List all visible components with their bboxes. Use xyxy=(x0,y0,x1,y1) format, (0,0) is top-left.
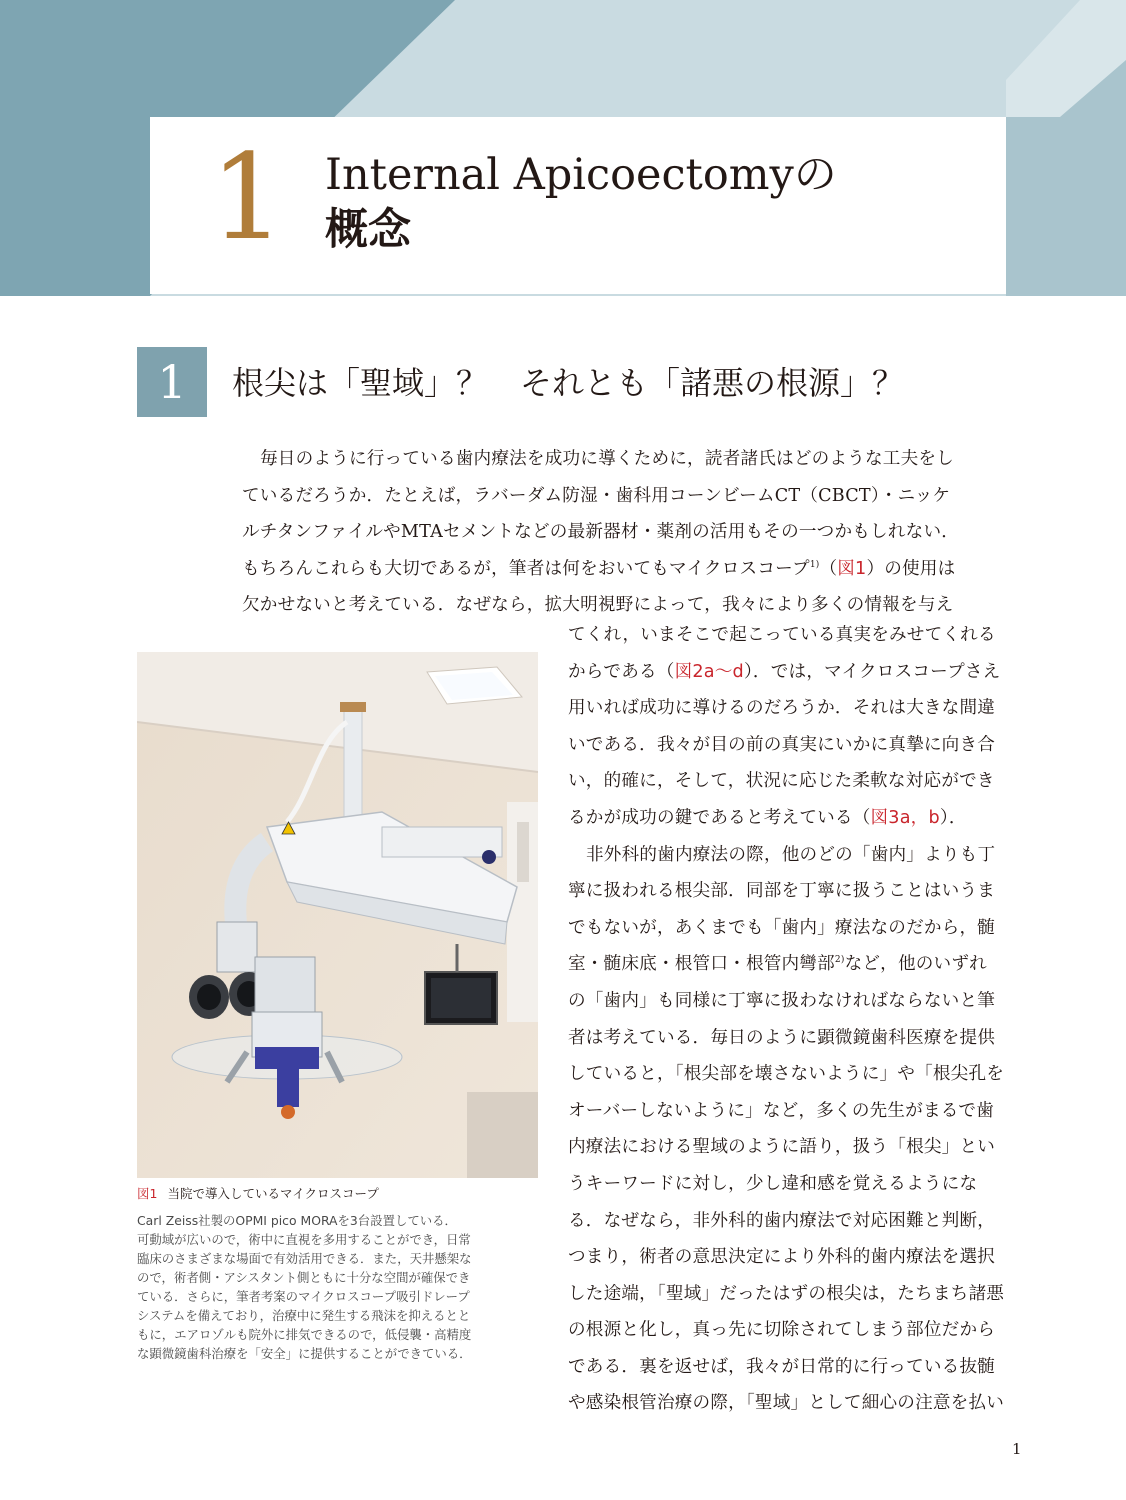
figure-reference-link[interactable]: 図1 xyxy=(837,558,867,579)
caption-line: もに，エアロゾルも院外に排気できるので，低侵襲・高精度 xyxy=(137,1327,472,1342)
paragraph-line: 者は考えている．毎日のように顕微鏡歯科医療を提供 xyxy=(568,1027,996,1048)
paragraph-line xyxy=(568,654,1028,691)
caption-line: 臨床のさまざまな場面で有効活用できる．また，天井懸架な xyxy=(137,1251,472,1266)
paragraph-line: る．なぜなら，非外科的歯内療法で対応困難と判断， xyxy=(568,1210,996,1231)
paragraph-text: もちろんこれらも大切であるが，筆者は何をおいてもマイクロスコープ xyxy=(242,558,810,579)
paragraph-line: いである．我々が目の前の真実にいかに真摯に向き合 xyxy=(568,734,996,755)
chapter-title-line1: Internal Apicoectomyの xyxy=(325,150,837,200)
intro-paragraph xyxy=(242,441,1028,624)
chapter-title-line2: 概念 xyxy=(325,205,411,255)
figure-caption-title xyxy=(137,1185,538,1203)
caption-line: システムを備えており，治療中に発生する飛沫を抑えるとと xyxy=(137,1308,471,1323)
microscope-photo xyxy=(137,652,538,1178)
section-number-badge: 1 xyxy=(137,347,207,417)
section-title: 根尖は「聖域」？ それとも「諸悪の根源」？ xyxy=(232,364,905,402)
chapter-number: 1 xyxy=(210,128,286,266)
paragraph-line xyxy=(568,946,1028,983)
paragraph-line: の「歯内」も同様に丁寧に扱わなければならないと筆 xyxy=(568,990,996,1011)
caption-line: ている．さらに，筆者考案のマイクロスコープ吸引ドレープ xyxy=(137,1289,470,1304)
paragraph-text: 室・髄床底・根管口・根管内彎部 xyxy=(568,954,835,975)
caption-line: ので，術者側・アシスタント側ともに十分な空間が確保でき xyxy=(137,1270,471,1285)
paragraph-line: でもないが，あくまでも「歯内」療法なのだから，髄 xyxy=(568,917,996,938)
paragraph-line: 用いれば成功に導けるのだろうか．それは大きな間違 xyxy=(568,698,996,719)
paragraph-line: した途端，「聖域」だったはずの根尖は，たちまち諸悪 xyxy=(568,1283,1005,1304)
figure-caption-body xyxy=(137,1211,540,1363)
figure-reference-link[interactable]: 図2a〜d xyxy=(674,661,744,682)
paragraph-line: つまり，術者の意思決定により外科的歯内療法を選択 xyxy=(568,1247,996,1268)
figure-reference-link[interactable]: 図3a，b xyxy=(870,807,940,828)
paragraph-text: るかが成功の鍵であると考えている（ xyxy=(568,807,871,828)
citation-superscript: 1) xyxy=(809,559,820,570)
paragraph-line: うキーワードに対し，少し違和感を覚えるようにな xyxy=(568,1173,978,1194)
paragraph-text: からである（ xyxy=(568,661,675,682)
paragraph-line: てくれ，いまそこで起こっている真実をみせてくれる xyxy=(568,625,996,645)
paragraph-text: ）． xyxy=(939,807,967,828)
paragraph-text: など，他のいずれ xyxy=(844,954,987,975)
chapter-title xyxy=(325,148,975,258)
paragraph-text: ）．では，マイクロスコープさえ xyxy=(743,661,1001,682)
paragraph-line xyxy=(242,551,1028,588)
page-number: 1 xyxy=(1012,1440,1022,1458)
paragraph-line: オーバーしないように」など，多くの先生がまるで歯 xyxy=(568,1100,994,1121)
paragraph-line: 欠かせないと考えている．なぜなら，拡大明視野によって，我々により多くの情報を与え xyxy=(242,595,954,615)
right-column-text xyxy=(568,617,1028,1422)
paragraph-line: ているだろうか．たとえば，ラバーダム防湿・歯科用コーンビームCT（CBCT）・ニッケ xyxy=(242,485,951,506)
paragraph-line: である．裏を返せば，我々が日常的に行っている抜髄 xyxy=(568,1356,996,1377)
paragraph-text: （ xyxy=(819,558,838,579)
paragraph-text: ）の使用は xyxy=(866,558,956,579)
paragraph-line: い，的確に，そして，状況に応じた柔軟な対応ができ xyxy=(568,771,995,792)
paragraph-line: 非外科的歯内療法の際，他のどの「歯内」よりも丁 xyxy=(586,844,996,865)
caption-line: Carl Zeiss社製のOPMI pico MORAを3台設置している． xyxy=(137,1213,457,1228)
caption-line: 可動域が広いので，術中に直視を多用することができ，日常 xyxy=(137,1232,471,1247)
paragraph-line: 毎日のように行っている歯内療法を成功に導くために，読者諸氏はどのような工夫をし xyxy=(260,449,954,469)
caption-line: な顕微鏡歯科治療を「安全」に提供することができている． xyxy=(137,1346,472,1361)
paragraph-line: 寧に扱われる根尖部．同部を丁寧に扱うことはいうま xyxy=(568,881,996,902)
figure-title: 当院で導入しているマイクロスコープ xyxy=(167,1186,379,1201)
paragraph-line xyxy=(568,800,1028,837)
citation-superscript: 2) xyxy=(834,955,845,966)
paragraph-line: ルチタンファイルやMTAセメントなどの最新器材・薬剤の活用もその一つかもしれない． xyxy=(242,522,960,542)
paragraph-line: していると，「根尖部を壊さないように」や「根尖孔を xyxy=(568,1064,1005,1085)
paragraph-line: や感染根管治療の際，「聖域」として細心の注意を払い xyxy=(568,1393,1005,1414)
paragraph-line: の根源と化し，真っ先に切除されてしまう部位だから xyxy=(568,1320,996,1341)
figure-number: 図1 xyxy=(137,1186,158,1201)
paragraph-line: 内療法における聖域のように語り，扱う「根尖」とい xyxy=(568,1137,996,1158)
